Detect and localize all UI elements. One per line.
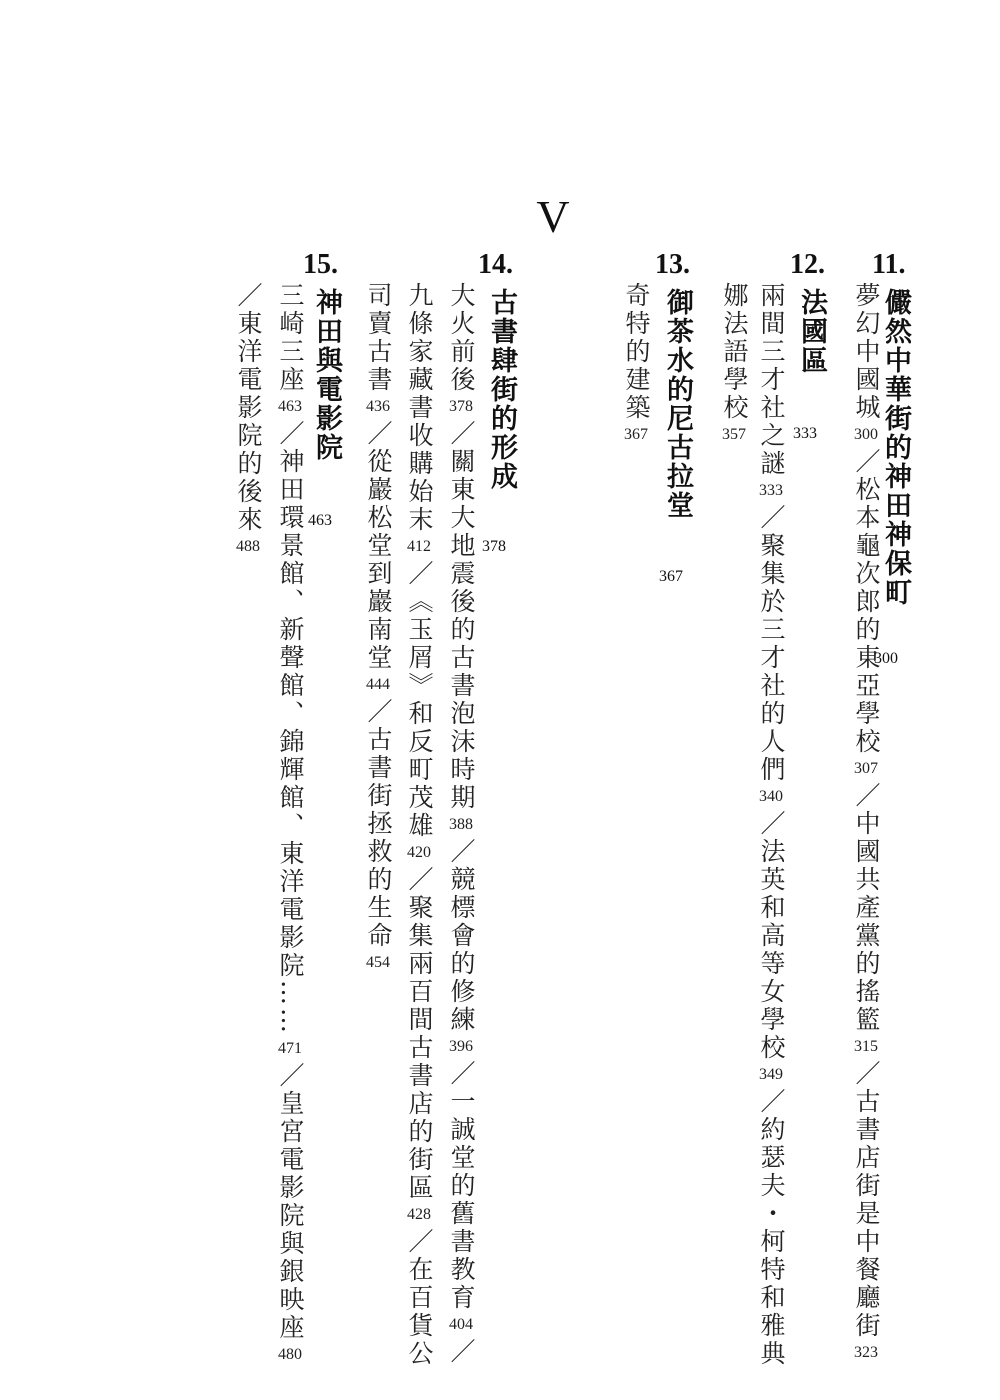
section-text[interactable]: ／神田環景館、新聲館、錦輝館、東洋電影院…… — [276, 420, 305, 1036]
section-page: 420 — [407, 844, 431, 861]
section-text[interactable]: ／古書街拯救的生命 — [364, 698, 393, 950]
section-line — [755, 282, 787, 1368]
section-page: 471 — [278, 1040, 302, 1057]
section-text[interactable]: 奇特的建築 — [622, 282, 651, 422]
section-page: 367 — [624, 426, 648, 443]
section-text[interactable]: ／聚集於三才社的人們 — [757, 504, 786, 784]
section-text[interactable]: ／皇宮電影院與銀映座 — [276, 1062, 305, 1342]
section-text[interactable]: ／聚集兩百間古書店的街區 — [405, 866, 434, 1202]
section-page: 378 — [449, 398, 473, 415]
section-page: 388 — [449, 816, 473, 833]
section-text[interactable]: ／關東大地震後的古書泡沫時期 — [447, 420, 476, 812]
chapter-title[interactable]: 儼然中華街的神田神保町 — [880, 288, 911, 607]
section-text[interactable]: ／法英和高等女學校 — [757, 810, 786, 1062]
section-page: 463 — [278, 398, 302, 415]
section-text[interactable]: ／《玉屑》和反町茂雄 — [405, 560, 434, 840]
section-text[interactable]: ／中國共產黨的搖籃 — [852, 782, 881, 1034]
section-text[interactable]: ／競標會的修練 — [447, 838, 476, 1034]
section-page: 315 — [854, 1038, 878, 1055]
section-page: 333 — [759, 482, 783, 499]
section-line — [403, 282, 435, 1368]
section-page: 488 — [236, 538, 260, 555]
chapter-title[interactable]: 御茶水的尼古拉堂 — [662, 288, 693, 520]
section-text[interactable]: 大火前後 — [447, 282, 476, 394]
section-page: 396 — [449, 1038, 473, 1055]
chapter-page: 463 — [308, 512, 332, 529]
section-page: 349 — [759, 1066, 783, 1083]
section-text[interactable]: 司賣古書 — [364, 282, 393, 394]
chapter-title[interactable]: 古書肆街的形成 — [486, 288, 517, 491]
section-line — [850, 282, 882, 1366]
section-line — [620, 282, 652, 448]
section-line — [718, 282, 750, 448]
section-text[interactable]: ／在百貨公 — [405, 1228, 434, 1368]
section-text[interactable]: ／古書店街是中餐廳街 — [852, 1060, 881, 1340]
section-page: 323 — [854, 1344, 878, 1361]
section-text[interactable]: 娜法語學校 — [720, 282, 749, 422]
section-page: 357 — [722, 426, 746, 443]
chapter-page: 333 — [793, 425, 817, 442]
section-text[interactable]: ／ — [447, 1338, 476, 1366]
chapter-number: 12. — [790, 249, 825, 280]
section-line — [445, 282, 477, 1366]
chapter-number: 15. — [303, 249, 338, 280]
section-page: 340 — [759, 788, 783, 805]
section-page: 307 — [854, 760, 878, 777]
section-text[interactable]: ／約瑟夫・柯特和雅典 — [757, 1088, 786, 1368]
section-line — [362, 282, 394, 976]
section-page: 300 — [854, 426, 878, 443]
section-page: 404 — [449, 1316, 473, 1333]
chapter-title[interactable]: 神田與電影院 — [311, 288, 342, 462]
section-text[interactable]: 夢幻中國城 — [852, 282, 881, 422]
chapter-page: 367 — [659, 568, 683, 585]
section-text[interactable]: ／松本龜次郎的東亞學校 — [852, 448, 881, 756]
section-text[interactable]: ／從巖松堂到巖南堂 — [364, 420, 393, 672]
chapter-number: 11. — [872, 249, 906, 280]
section-text[interactable]: 兩間三才社之謎 — [757, 282, 786, 478]
section-line — [274, 282, 306, 1368]
section-text[interactable]: 三崎三座 — [276, 282, 305, 394]
section-text[interactable]: 九條家藏書收購始末 — [405, 282, 434, 534]
part-heading: V — [536, 191, 570, 242]
section-page: 454 — [366, 954, 390, 971]
chapter-page: 300 — [874, 650, 898, 667]
chapter-number: 14. — [478, 249, 513, 280]
chapter-number: 13. — [655, 249, 690, 280]
section-page: 444 — [366, 676, 390, 693]
chapter-title[interactable]: 法國區 — [796, 288, 827, 375]
section-page: 428 — [407, 1206, 431, 1223]
section-page: 436 — [366, 398, 390, 415]
section-text[interactable]: ／一誠堂的舊書教育 — [447, 1060, 476, 1312]
section-page: 480 — [278, 1346, 302, 1363]
section-page: 412 — [407, 538, 431, 555]
chapter-page: 378 — [482, 538, 506, 555]
section-line — [232, 282, 264, 560]
section-text[interactable]: ／東洋電影院的後來 — [234, 282, 263, 534]
